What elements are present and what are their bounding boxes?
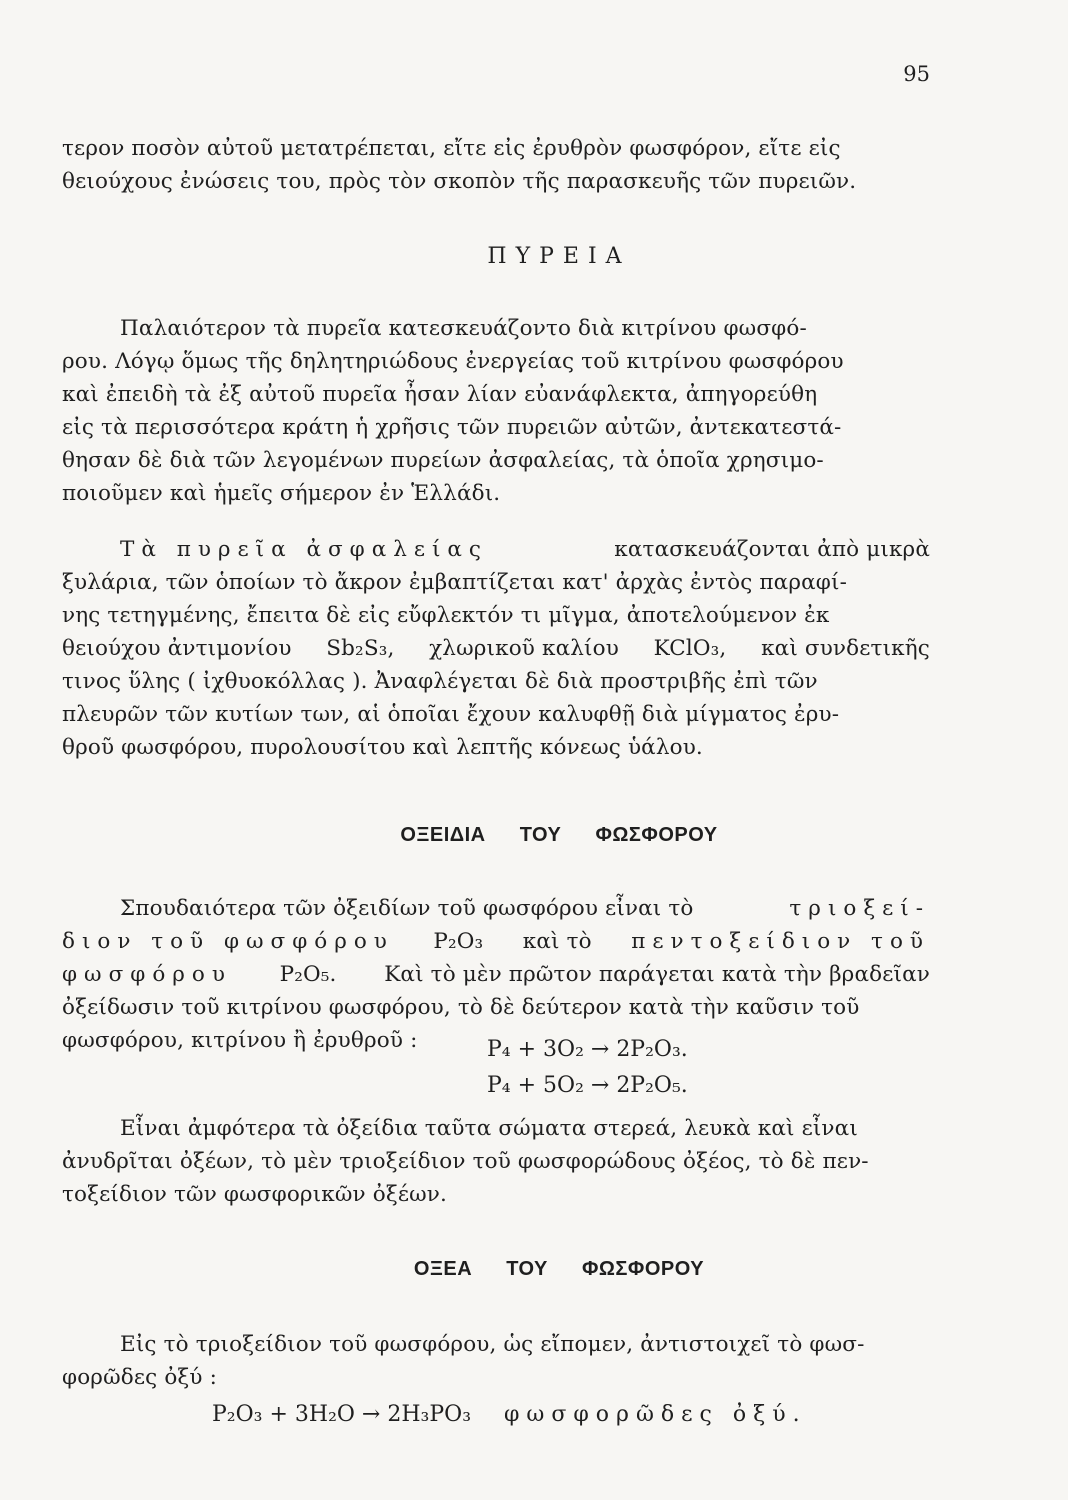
- emphasis-spaced: φωσφορῶδες ὀξύ.: [504, 1402, 807, 1427]
- text-line: εἰς τὰ περισσότερα κράτη ἡ χρῆσις τῶν πυρειῶν αὐτῶν, ἀντεκατεστά-: [62, 415, 842, 440]
- text-line: θειούχους ἐνώσεις του, πρὸς τὸν σκοπὸν τῆς παρασκευῆς τῶν πυρειῶν.: [62, 169, 857, 194]
- heading-word: ΦΩΣΦΟΡΟΥ: [581, 1258, 705, 1280]
- chemical-formula: P₂O₃: [433, 929, 484, 954]
- paragraph-continuation: [62, 132, 930, 198]
- text-line: Εἶναι ἀμφότερα τὰ ὀξείδια ταῦτα σώματα στερεά, λευκὰ καὶ εἶναι: [120, 1116, 858, 1141]
- text-line: τοξείδιον τῶν φωσφορικῶν ὀξέων.: [62, 1182, 448, 1207]
- paragraph-history: [62, 312, 930, 510]
- text-line: ποιοῦμεν καὶ ἡμεῖς σήμερον ἐν Ἑλλάδι.: [62, 481, 501, 506]
- text-line: ὀξείδωσιν τοῦ κιτρίνου φωσφόρου, τὸ δὲ δεύτερον κατὰ τὴν καῦσιν τοῦ: [62, 995, 860, 1020]
- emphasis-spaced: πεντοξείδιον τοῦ: [631, 929, 930, 954]
- chemical-formula: P₂O₅.: [279, 962, 337, 987]
- section-heading-acids: [0, 1258, 1068, 1281]
- text-line: ἀνυδρῖται ὀξέων, τὸ μὲν τριοξείδιον τοῦ φωσφορώδους ὀξέος, τὸ δὲ πεν-: [62, 1149, 869, 1174]
- section-heading-pyreia: ΠΥΡΕΙΑ: [487, 244, 631, 269]
- chemical-formula: KClO₃,: [653, 636, 727, 661]
- paragraph-acids: [62, 1328, 930, 1394]
- text-span: Σπουδαιότερα τῶν ὀξειδίων τοῦ φωσφόρου εἶναι τὸ: [120, 896, 694, 921]
- text-line: [62, 632, 930, 665]
- text-line: φορῶδες ὀξύ :: [62, 1365, 218, 1390]
- paragraph-anhydrides: [62, 1112, 930, 1211]
- text-span: καὶ τὸ: [522, 929, 592, 954]
- paragraph-oxides: [62, 892, 930, 1057]
- text-span: Καὶ τὸ μὲν πρῶτον παράγεται κατὰ τὴν βραδεῖαν: [384, 962, 930, 987]
- emphasis-spaced: διον τοῦ φωσφόρου: [62, 929, 394, 954]
- heading-word: ΟΞΕΑ: [413, 1258, 473, 1280]
- chemical-formula: Sb₂S₃,: [326, 636, 395, 661]
- equation-p2o5: P₄ + 5O₂ → 2P₂O₅.: [487, 1073, 688, 1098]
- equation-p2o3: P₄ + 3O₂ → 2P₂O₃.: [487, 1037, 688, 1062]
- text-line: τινος ὕλης ( ἰχθυοκόλλας ). Ἀναφλέγεται δὲ διὰ προστριβῆς ἐπὶ τῶν: [62, 669, 818, 694]
- text-line: τερον ποσὸν αὐτοῦ μετατρέπεται, εἴτε εἰς ἐρυθρὸν φωσφόρον, εἴτε εἰς: [62, 136, 841, 161]
- text-line: Εἰς τὸ τριοξείδιον τοῦ φωσφόρου, ὡς εἴπομεν, ἀντιστοιχεῖ τὸ φωσ-: [120, 1332, 865, 1357]
- text-line: θροῦ φωσφόρου, πυρολουσίτου καὶ λεπτῆς κόνεως ὑάλου.: [62, 735, 703, 760]
- heading-word: ΤΟΥ: [506, 1258, 548, 1280]
- text-span: χλωρικοῦ καλίου: [429, 636, 619, 661]
- text-line: [62, 533, 930, 566]
- text-span: κατασκευάζονται ἀπὸ μικρὰ: [614, 537, 930, 562]
- heading-word: ΤΟΥ: [519, 824, 562, 846]
- page-number: 95: [903, 62, 930, 86]
- text-line: [62, 925, 930, 958]
- text-span: θειούχου ἀντιμονίου: [62, 636, 292, 661]
- text-line: νης τετηγμένης, ἔπειτα δὲ εἰς εὔφλεκτόν τι μῖγμα, ἀποτελούμενον ἐκ: [62, 603, 830, 628]
- text-line: [62, 958, 930, 991]
- text-line: ρου. Λόγῳ ὅμως τῆς δηλητηριώδους ἐνεργείας τοῦ κιτρίνου φωσφόρου: [62, 349, 844, 374]
- heading-word: ΦΩΣΦΟΡΟΥ: [595, 824, 718, 846]
- emphasis-spaced: φωσφόρου: [62, 962, 232, 987]
- text-line: καὶ ἐπειδὴ τὰ ἐξ αὐτοῦ πυρεῖα ἦσαν λίαν εὐανάφλεκτα, ἀπηγορεύθη: [62, 382, 818, 407]
- text-line: πλευρῶν τῶν κυτίων των, αἱ ὁποῖαι ἔχουν καλυφθῇ διὰ μίγματος ἐρυ-: [62, 702, 840, 727]
- text-line: [62, 892, 930, 925]
- text-line: ξυλάρια, τῶν ὁποίων τὸ ἄκρον ἐμβαπτίζεται κατ' ἀρχὰς ἐντὸς παραφί-: [62, 570, 847, 595]
- text-line: Παλαιότερον τὰ πυρεῖα κατεσκευάζοντο διὰ κιτρίνου φωσφό-: [120, 316, 807, 341]
- paragraph-safety-matches: [62, 533, 930, 764]
- emphasis-spaced: Τὰ πυρεῖα ἀσφαλείας: [120, 537, 488, 562]
- equation-phosphorous-acid: [212, 1402, 807, 1427]
- text-line: φωσφόρου, κιτρίνου ἢ ἐρυθροῦ :: [62, 1028, 418, 1053]
- text-span: καὶ συνδετικῆς: [761, 636, 930, 661]
- emphasis-spaced: τριοξεί-: [789, 896, 930, 921]
- heading-word: ΟΞΕΙΔΙΑ: [400, 824, 486, 846]
- text-line: θησαν δὲ διὰ τῶν λεγομένων πυρείων ἀσφαλείας, τὰ ὁποῖα χρησιμο-: [62, 448, 824, 473]
- section-heading-oxides: [0, 824, 1068, 847]
- chemical-equation: P₂O₃ + 3H₂O → 2H₃PO₃: [212, 1402, 472, 1427]
